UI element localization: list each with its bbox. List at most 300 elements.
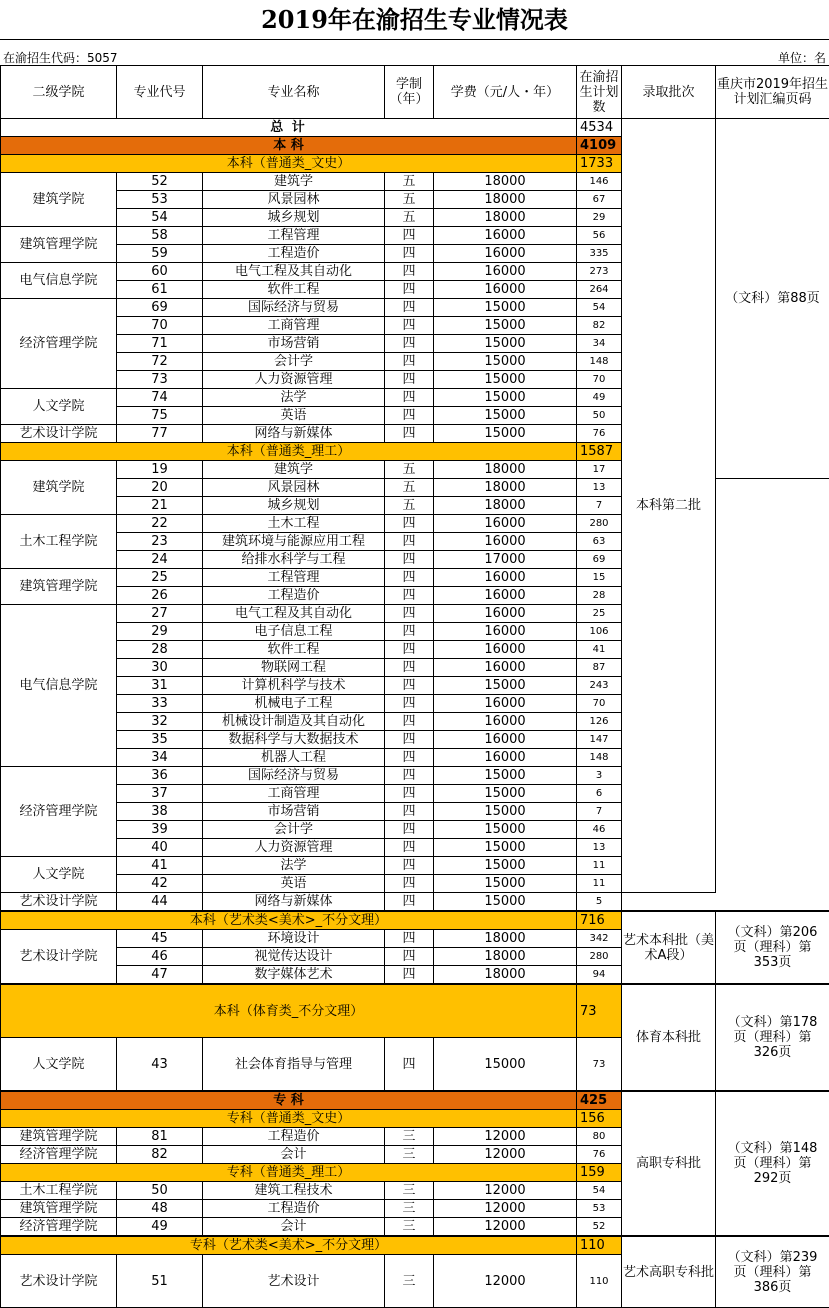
plan-count: 29 [577,209,622,227]
college-cell: 电气信息学院 [1,263,117,299]
study-years: 五 [385,461,434,479]
major-name: 风景园林 [203,479,385,497]
tuition-fee: 15000 [434,785,577,803]
study-years: 四 [385,1038,434,1092]
major-code: 41 [117,857,203,875]
major-name: 环境设计 [203,930,385,948]
plan-count: 11 [577,857,622,875]
major-code: 71 [117,335,203,353]
major-code: 52 [117,173,203,191]
major-code: 50 [117,1182,203,1200]
major-code: 77 [117,425,203,443]
major-name: 国际经济与贸易 [203,299,385,317]
major-name: 市场营销 [203,803,385,821]
batch-cell: 艺术本科批（美术A段） [622,911,716,984]
plan-count: 280 [577,515,622,533]
major-code: 43 [117,1038,203,1092]
major-name: 人力资源管理 [203,839,385,857]
major-code: 53 [117,191,203,209]
study-years: 四 [385,371,434,389]
plan-count: 148 [577,353,622,371]
tuition-fee: 18000 [434,930,577,948]
section-total: 4109 [577,137,622,155]
header-college: 二级学院 [1,66,117,119]
header-code: 专业代号 [117,66,203,119]
major-code: 60 [117,263,203,281]
header-major: 专业名称 [203,66,385,119]
major-code: 35 [117,731,203,749]
major-code: 22 [117,515,203,533]
section-label: 本 科 [1,137,577,155]
section-label: 专科（艺术类<美术>_不分文理） [1,1236,577,1255]
major-name: 城乡规划 [203,497,385,515]
section-total: 1587 [577,443,622,461]
study-years: 四 [385,551,434,569]
college-cell: 建筑学院 [1,461,117,515]
tuition-fee: 16000 [434,605,577,623]
major-code: 32 [117,713,203,731]
study-years: 四 [385,857,434,875]
tuition-fee: 16000 [434,641,577,659]
major-code: 47 [117,966,203,985]
major-code: 58 [117,227,203,245]
major-name: 数字媒体艺术 [203,966,385,985]
section-label: 本科（艺术类<美术>_不分文理） [1,911,577,930]
tuition-fee: 15000 [434,821,577,839]
tuition-fee: 15000 [434,425,577,443]
major-name: 机器人工程 [203,749,385,767]
plan-count: 17 [577,461,622,479]
major-name: 英语 [203,407,385,425]
study-years: 四 [385,569,434,587]
header-batch: 录取批次 [622,66,716,119]
plan-count: 148 [577,749,622,767]
study-years: 三 [385,1218,434,1237]
study-years: 三 [385,1200,434,1218]
tuition-fee: 12000 [434,1128,577,1146]
study-years: 四 [385,299,434,317]
major-name: 工程造价 [203,245,385,263]
college-cell: 土木工程学院 [1,1182,117,1200]
section-label: 本科（体育类_不分文理） [1,984,577,1038]
section-label: 总 计 [1,119,577,137]
study-years: 五 [385,209,434,227]
plan-count: 11 [577,875,622,893]
tuition-fee: 16000 [434,533,577,551]
tuition-fee: 16000 [434,227,577,245]
college-cell: 人文学院 [1,857,117,893]
plan-count: 80 [577,1128,622,1146]
tuition-fee: 15000 [434,857,577,875]
study-years: 三 [385,1182,434,1200]
major-code: 19 [117,461,203,479]
plan-count: 280 [577,948,622,966]
major-code: 30 [117,659,203,677]
major-code: 70 [117,317,203,335]
major-name: 电气工程及其自动化 [203,263,385,281]
tuition-fee: 15000 [434,353,577,371]
college-cell: 建筑管理学院 [1,1128,117,1146]
plan-count: 76 [577,1146,622,1164]
plan-count: 52 [577,1218,622,1237]
tuition-fee: 15000 [434,803,577,821]
major-code: 73 [117,371,203,389]
major-code: 72 [117,353,203,371]
tuition-fee: 15000 [434,1038,577,1092]
major-code: 51 [117,1255,203,1308]
plan-count: 110 [577,1255,622,1308]
college-cell: 艺术设计学院 [1,930,117,985]
major-name: 给排水科学与工程 [203,551,385,569]
college-cell: 艺术设计学院 [1,893,117,912]
study-years: 四 [385,893,434,912]
plan-count: 56 [577,227,622,245]
plan-count: 41 [577,641,622,659]
major-code: 20 [117,479,203,497]
tuition-fee: 15000 [434,371,577,389]
study-years: 四 [385,353,434,371]
section-row-total [1,119,829,137]
major-code: 48 [117,1200,203,1218]
college-cell: 人文学院 [1,1038,117,1092]
study-years: 四 [385,425,434,443]
major-name: 城乡规划 [203,209,385,227]
page-ref-cell: （文科）第88页 [716,119,829,479]
section-row-benke-art [1,911,829,930]
study-years: 四 [385,785,434,803]
major-name: 人力资源管理 [203,371,385,389]
major-code: 36 [117,767,203,785]
tuition-fee: 15000 [434,317,577,335]
major-name: 电气工程及其自动化 [203,605,385,623]
tuition-fee: 18000 [434,191,577,209]
plan-count: 34 [577,335,622,353]
major-name: 工程造价 [203,1200,385,1218]
tuition-fee: 15000 [434,389,577,407]
major-name: 艺术设计 [203,1255,385,1308]
college-cell: 艺术设计学院 [1,425,117,443]
plan-count: 53 [577,1200,622,1218]
tuition-fee: 18000 [434,966,577,985]
study-years: 四 [385,389,434,407]
plan-count: 25 [577,605,622,623]
study-years: 四 [385,605,434,623]
tuition-fee: 18000 [434,209,577,227]
page-ref-cell: （文科）第178页（理科）第326页 [716,984,829,1091]
tuition-fee: 17000 [434,551,577,569]
section-total: 156 [577,1110,622,1128]
plan-count: 87 [577,659,622,677]
major-code: 33 [117,695,203,713]
plan-count: 273 [577,263,622,281]
major-code: 26 [117,587,203,605]
plan-count: 63 [577,533,622,551]
tuition-fee: 12000 [434,1200,577,1218]
plan-count: 342 [577,930,622,948]
section-row-benke-sport [1,984,829,1038]
major-code: 59 [117,245,203,263]
header-years: 学制（年） [385,66,434,119]
college-cell: 土木工程学院 [1,515,117,569]
plan-count: 49 [577,389,622,407]
study-years: 四 [385,407,434,425]
tuition-fee: 15000 [434,677,577,695]
study-years: 四 [385,623,434,641]
major-name: 工商管理 [203,785,385,803]
study-years: 五 [385,173,434,191]
section-total: 4534 [577,119,622,137]
section-row-zhuanke-art [1,1236,829,1255]
major-code: 45 [117,930,203,948]
study-years: 三 [385,1255,434,1308]
major-code: 75 [117,407,203,425]
study-years: 三 [385,1128,434,1146]
college-cell: 建筑管理学院 [1,569,117,605]
header-plan: 在渝招生计划数 [577,66,622,119]
plan-count: 106 [577,623,622,641]
page-ref-cell: （文科）第206页（理科）第353页 [716,911,829,984]
tuition-fee: 16000 [434,713,577,731]
study-years: 四 [385,767,434,785]
table-row [1,893,829,912]
major-name: 会计 [203,1218,385,1237]
plan-count: 28 [577,587,622,605]
major-code: 29 [117,623,203,641]
section-label: 本科（普通类_理工） [1,443,577,461]
study-years: 五 [385,497,434,515]
study-years: 四 [385,227,434,245]
study-years: 四 [385,515,434,533]
major-name: 会计学 [203,353,385,371]
tuition-fee: 16000 [434,731,577,749]
major-code: 24 [117,551,203,569]
major-code: 54 [117,209,203,227]
section-label: 专科（普通类_文史） [1,1110,577,1128]
plan-count: 70 [577,371,622,389]
major-name: 软件工程 [203,641,385,659]
plan-count: 6 [577,785,622,803]
study-years: 四 [385,966,434,985]
tuition-fee: 16000 [434,587,577,605]
tuition-fee: 15000 [434,299,577,317]
study-years: 四 [385,821,434,839]
tuition-fee: 15000 [434,839,577,857]
plan-count: 146 [577,173,622,191]
major-name: 物联网工程 [203,659,385,677]
plan-count: 46 [577,821,622,839]
enrollment-table [0,65,829,1308]
major-code: 21 [117,497,203,515]
major-name: 建筑学 [203,173,385,191]
plan-count: 70 [577,695,622,713]
major-code: 31 [117,677,203,695]
section-total: 1733 [577,155,622,173]
college-cell: 建筑管理学院 [1,1200,117,1218]
major-name: 工程管理 [203,227,385,245]
major-name: 工商管理 [203,317,385,335]
plan-count: 5 [577,893,622,912]
major-name: 工程造价 [203,1128,385,1146]
plan-count: 335 [577,245,622,263]
study-years: 四 [385,335,434,353]
tuition-fee: 18000 [434,479,577,497]
major-name: 英语 [203,875,385,893]
plan-count: 94 [577,966,622,985]
tuition-fee: 16000 [434,263,577,281]
major-code: 69 [117,299,203,317]
study-years: 四 [385,930,434,948]
major-code: 46 [117,948,203,966]
page-title: 2019年在渝招生专业情况表 [0,0,829,40]
tuition-fee: 18000 [434,461,577,479]
major-code: 61 [117,281,203,299]
tuition-fee: 16000 [434,245,577,263]
major-code: 74 [117,389,203,407]
major-code: 81 [117,1128,203,1146]
study-years: 四 [385,263,434,281]
major-code: 49 [117,1218,203,1237]
study-years: 四 [385,659,434,677]
major-code: 38 [117,803,203,821]
college-cell: 经济管理学院 [1,767,117,857]
study-years: 三 [385,1146,434,1164]
major-name: 社会体育指导与管理 [203,1038,385,1092]
plan-count: 147 [577,731,622,749]
page-ref-cell: （文科）第239页（理科）第386页 [716,1236,829,1308]
major-name: 工程造价 [203,587,385,605]
major-name: 市场营销 [203,335,385,353]
header-page: 重庆市2019年招生计划汇编页码 [716,66,829,119]
college-cell: 建筑管理学院 [1,227,117,263]
plan-count: 54 [577,1182,622,1200]
major-name: 网络与新媒体 [203,425,385,443]
study-years: 四 [385,533,434,551]
batch-cell: 高职专科批 [622,1091,716,1236]
tuition-fee: 15000 [434,335,577,353]
major-name: 建筑环境与能源应用工程 [203,533,385,551]
major-name: 数据科学与大数据技术 [203,731,385,749]
major-name: 电子信息工程 [203,623,385,641]
major-code: 44 [117,893,203,912]
plan-count: 13 [577,479,622,497]
plan-count: 76 [577,425,622,443]
study-years: 四 [385,317,434,335]
plan-count: 7 [577,803,622,821]
major-name: 国际经济与贸易 [203,767,385,785]
plan-count: 69 [577,551,622,569]
major-name: 风景园林 [203,191,385,209]
tuition-fee: 16000 [434,695,577,713]
tuition-fee: 12000 [434,1182,577,1200]
major-name: 机械设计制造及其自动化 [203,713,385,731]
tuition-fee: 18000 [434,173,577,191]
college-cell: 艺术设计学院 [1,1255,117,1308]
section-total: 110 [577,1236,622,1255]
section-label: 本科（普通类_文史） [1,155,577,173]
plan-count: 13 [577,839,622,857]
header-row [1,66,829,119]
college-cell: 经济管理学院 [1,299,117,389]
major-code: 42 [117,875,203,893]
study-years: 四 [385,731,434,749]
major-name: 法学 [203,857,385,875]
major-name: 机械电子工程 [203,695,385,713]
major-code: 39 [117,821,203,839]
study-years: 四 [385,803,434,821]
college-cell: 建筑学院 [1,173,117,227]
plan-count: 67 [577,191,622,209]
batch-cell: 艺术高职专科批 [622,1236,716,1308]
major-name: 计算机科学与技术 [203,677,385,695]
tuition-fee: 15000 [434,875,577,893]
tuition-fee: 12000 [434,1218,577,1237]
study-years: 四 [385,281,434,299]
unit-label: 单位：名 [778,49,826,66]
header-fee: 学费（元/人・年） [434,66,577,119]
tuition-fee: 15000 [434,407,577,425]
study-years: 五 [385,191,434,209]
batch-cell: 本科第二批 [622,119,716,893]
plan-count: 15 [577,569,622,587]
tuition-fee: 12000 [434,1255,577,1308]
major-code: 25 [117,569,203,587]
plan-count: 50 [577,407,622,425]
study-years: 四 [385,948,434,966]
tuition-fee: 18000 [434,497,577,515]
study-years: 五 [385,479,434,497]
major-name: 土木工程 [203,515,385,533]
major-name: 视觉传达设计 [203,948,385,966]
tuition-fee: 18000 [434,948,577,966]
section-total: 73 [577,984,622,1038]
major-code: 34 [117,749,203,767]
section-label: 专科（普通类_理工） [1,1164,577,1182]
section-total: 716 [577,911,622,930]
major-name: 建筑工程技术 [203,1182,385,1200]
section-total: 159 [577,1164,622,1182]
section-total: 425 [577,1091,622,1110]
batch-cell: 体育本科批 [622,984,716,1091]
tuition-fee: 16000 [434,623,577,641]
tuition-fee: 16000 [434,569,577,587]
study-years: 四 [385,713,434,731]
plan-count: 243 [577,677,622,695]
major-name: 网络与新媒体 [203,893,385,912]
study-years: 四 [385,695,434,713]
major-code: 37 [117,785,203,803]
major-code: 40 [117,839,203,857]
major-name: 会计学 [203,821,385,839]
study-years: 四 [385,245,434,263]
major-name: 会计 [203,1146,385,1164]
tuition-fee: 16000 [434,749,577,767]
study-years: 四 [385,677,434,695]
plan-count: 7 [577,497,622,515]
major-name: 软件工程 [203,281,385,299]
college-cell: 经济管理学院 [1,1218,117,1237]
study-years: 四 [385,875,434,893]
tuition-fee: 16000 [434,515,577,533]
college-cell: 人文学院 [1,389,117,425]
plan-count: 82 [577,317,622,335]
section-row-zhuanke [1,1091,829,1110]
major-name: 建筑学 [203,461,385,479]
major-code: 28 [117,641,203,659]
major-code: 23 [117,533,203,551]
plan-count: 73 [577,1038,622,1092]
major-code: 82 [117,1146,203,1164]
major-name: 法学 [203,389,385,407]
